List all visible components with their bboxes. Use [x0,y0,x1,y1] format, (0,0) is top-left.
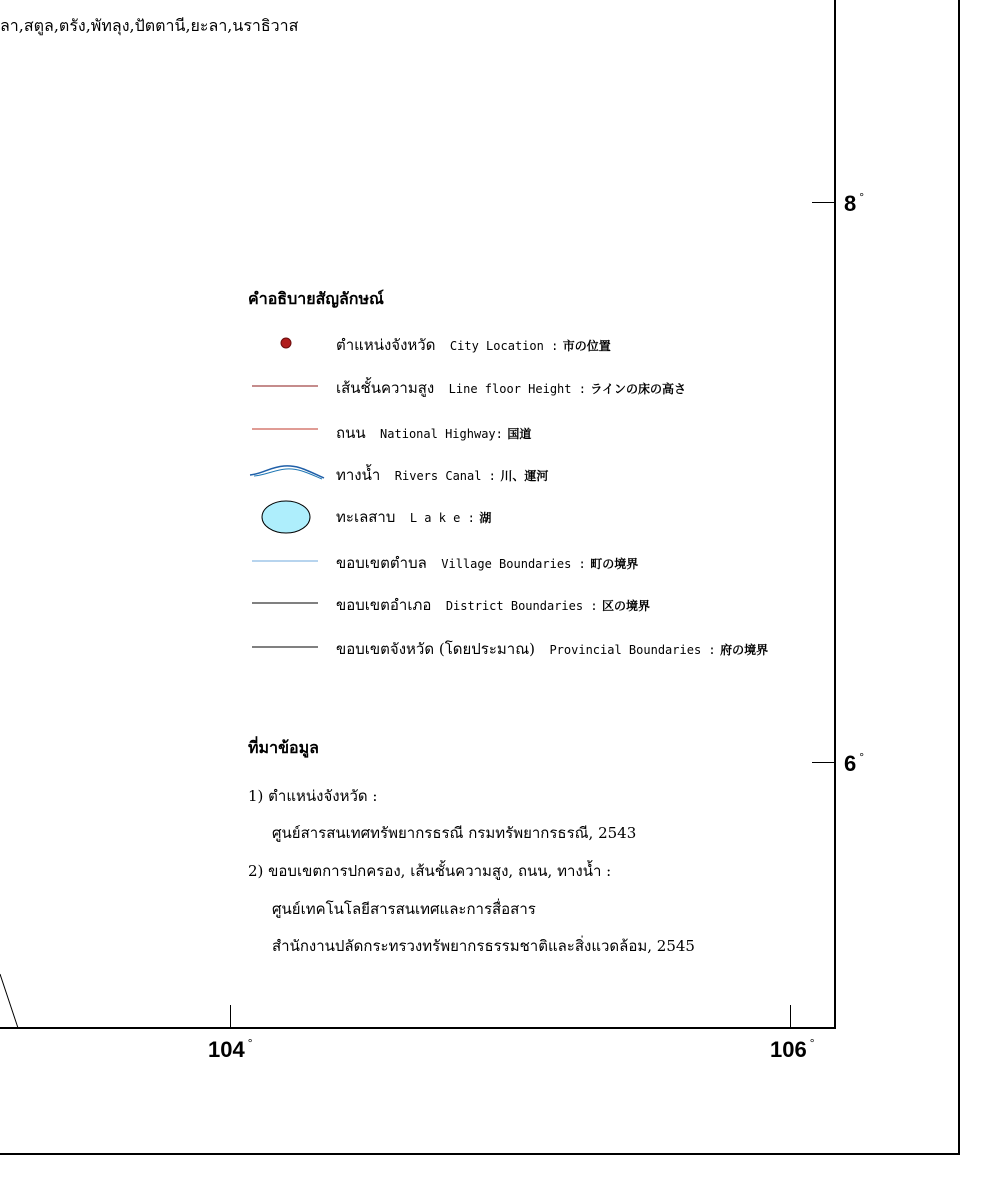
legend-item-highway [248,416,808,446]
legend-item-contour-line [248,371,808,401]
lat-6-label: 6 ° [844,750,865,776]
legend-item-city-location [248,328,808,358]
source-line-2: ศูนย์สารสนเทศทรัพยากรธรณี กรมทรัพยากรธรณี, 2543 [272,824,637,842]
lon-106-label: 106 ° [770,1036,815,1062]
lon-106-tick [790,1005,791,1029]
river-icon [248,458,328,488]
legend-label-ja: ラインの床の高さ [590,382,687,396]
sources-title: ที่มาข้อมูล [248,738,319,757]
legend-label-th: ขอบเขตจังหวัด (โดยประมาณ) [336,640,535,658]
legend-label-en: City Location : [449,339,559,353]
legend-item-district-boundary [248,588,808,618]
city-dot-icon [248,328,328,358]
legend-label-ja: 湖 [479,511,492,525]
legend-label-en: Line floor Height : [448,382,586,396]
lon-104-label: 104 ° [208,1036,253,1062]
district-boundary-icon [248,588,328,618]
legend-label-th: ตำแหน่งจังหวัด [336,336,436,354]
legend-label-th: ทางน้ำ [336,466,381,484]
legend-label-th: ทะเลสาบ [336,508,396,526]
legend-label-ja: 市の位置 [562,339,611,353]
legend-label-th: ขอบเขตอำเภอ [336,596,432,614]
lat-6-tick [812,762,836,763]
lon-104-tick [230,1005,231,1029]
provincial-boundary-icon [248,632,328,662]
lake-icon [248,500,328,536]
source-line-5: สำนักงานปลัดกระทรวงทรัพยากรธรรมชาติและสิ่งแวดล้อม, 2545 [272,937,695,955]
legend-label-en: Provincial Boundaries : [549,643,716,657]
legend-label-ja: 府の境界 [720,643,769,657]
legend-label-th: ถนน [336,424,366,442]
lat-8-tick [812,202,836,203]
map-boundary-fragment [0,970,30,1030]
legend-item-river [248,458,808,488]
legend-label-th: เส้นชั้นความสูง [336,379,435,397]
legend-title: คำอธิบายสัญลักษณ์ [248,289,384,308]
legend-label-en: District Boundaries : [445,599,598,613]
village-boundary-icon [248,546,328,576]
legend-label-ja: 区の境界 [602,599,651,613]
legend-label-en: L a k e : [409,511,475,525]
legend-item-lake [248,500,808,536]
province-list-text: ลา,สตูล,ตรัง,พัทลุง,ปัตตานี,ยะลา,นราธิวาส [0,16,299,35]
lat-8-label: 8 ° [844,190,865,216]
legend-label-en: National Highway: [380,427,503,441]
contour-line-icon [248,371,328,401]
legend-label-th: ขอบเขตตำบล [336,554,427,572]
highway-line-icon [248,416,328,446]
source-line-4: ศูนย์เทคโนโลยีสารสนเทศและการสื่อสาร [272,900,536,918]
legend-label-ja: 川、運河 [500,469,549,483]
legend-label-ja: 国道 [507,427,532,441]
source-line-3: 2) ขอบเขตการปกครอง, เส้นชั้นความสูง, ถนน, ทางน้ำ : [248,862,612,880]
legend-item-village-boundary [248,546,808,576]
legend-label-en: Village Boundaries : [441,557,586,571]
source-line-1: 1) ตำแหน่งจังหวัด : [248,787,378,805]
legend-item-provincial-boundary [248,632,808,662]
legend-label-en: Rivers Canal : [394,469,496,483]
legend-label-ja: 町の境界 [590,557,639,571]
